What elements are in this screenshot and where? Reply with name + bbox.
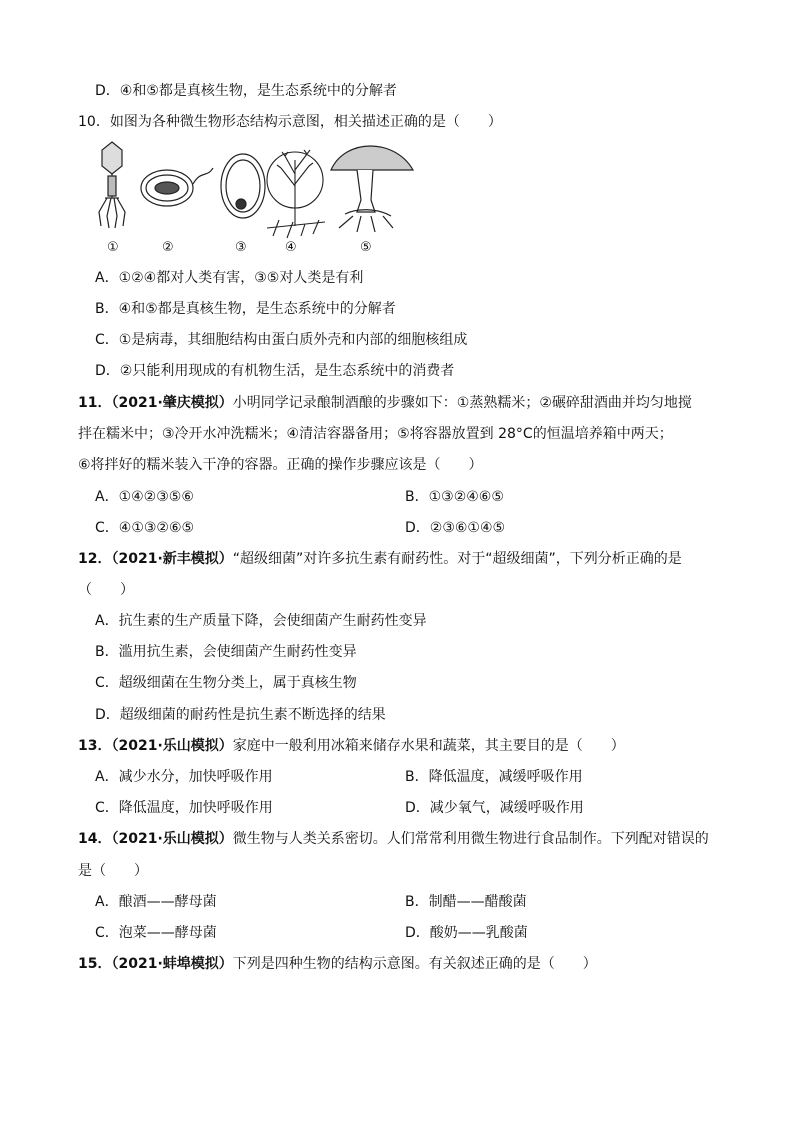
q14-option-b: B．制醋——醋酸菌: [405, 894, 527, 910]
figure-label-3: ③: [235, 240, 247, 255]
q13-option-d: D．减少氧气，减缓呼吸作用: [405, 800, 584, 816]
q10-option-c: C．①是病毒，其细胞结构由蛋白质外壳和内部的细胞核组成: [95, 332, 468, 348]
q12-option-a: A．抗生素的生产质量下降，会使细菌产生耐药性变异: [95, 613, 427, 629]
q12-option-c: C．超级细菌在生物分类上，属于真核生物: [95, 675, 357, 691]
q10-option-a: A．①②④都对人类有害，③⑤对人类是有利: [95, 270, 364, 286]
q12-text-1: “超级细菌”对许多抗生素有耐药性。对于“超级细菌”，下列分析正确的是: [232, 551, 682, 567]
q13-option-c: C．降低温度，加快呼吸作用: [95, 800, 273, 816]
q14-option-a: A．酿酒——酵母菌: [95, 894, 217, 910]
q12-text-2: （ ）: [78, 582, 134, 598]
mushroom-drawing: [331, 146, 413, 232]
figure-label-1: ①: [107, 240, 119, 255]
q11-option-c: C．④①③②⑥⑤: [95, 520, 195, 536]
q11-text-3: ⑥将拌好的糯米装入干净的容器。正确的操作步骤应该是（ ）: [78, 457, 483, 473]
q11-text-2: 拌在糯米中；③冷开水冲洗糯米；④清洁容器备用；⑤将容器放置到 28°C的恒温培养箱中两天；: [78, 426, 673, 442]
q11-stem: [78, 393, 692, 413]
yeast-drawing: [221, 154, 265, 218]
q12-source: 12．（2021·新丰模拟）: [78, 551, 233, 567]
microorganism-figure: [95, 140, 415, 260]
q9-option-d: D．④和⑤都是真核生物，是生态系统中的分解者: [95, 83, 397, 99]
q15-stem: [78, 954, 597, 974]
bacteriophage-drawing: [99, 142, 125, 228]
q11-source: 11．（2021·肇庆模拟）: [78, 395, 233, 411]
q13-option-b: B．降低温度，减缓呼吸作用: [405, 769, 583, 785]
mold-drawing: [267, 150, 325, 238]
q14-text-2: 是（ ）: [78, 863, 148, 879]
q11-option-b: B．①③②④⑥⑤: [405, 489, 504, 505]
q13-text-1: 家庭中一般利用冰箱来储存水果和蔬菜，其主要目的是（ ）: [232, 738, 625, 754]
q12-stem: [78, 549, 682, 569]
q14-source: 14．（2021·乐山模拟）: [78, 831, 233, 847]
q15-source: 15．（2021·蚌埠模拟）: [78, 956, 233, 972]
q14-option-d: D．酸奶——乳酸菌: [405, 925, 528, 941]
q11-option-a: A．①④②③⑤⑥: [95, 489, 194, 505]
q13-source: 13．（2021·乐山模拟）: [78, 738, 233, 754]
q11-text-1: 小明同学记录酿制酒酿的步骤如下：①蒸熟糯米；②碾碎甜酒曲并均匀地搅: [232, 395, 692, 411]
q14-stem: [78, 829, 709, 849]
q14-option-c: C．泡菜——酵母菌: [95, 925, 217, 941]
q10-option-d: D．②只能利用现成的有机物生活，是生态系统中的消费者: [95, 363, 455, 379]
q10-option-b: B．④和⑤都是真核生物，是生态系统中的分解者: [95, 301, 396, 317]
q12-option-b: B．滥用抗生素，会使细菌产生耐药性变异: [95, 644, 357, 660]
q10-stem: 10．如图为各种微生物形态结构示意图，相关描述正确的是（ ）: [78, 114, 502, 130]
q11-option-d: D．②③⑥①④⑤: [405, 520, 506, 536]
q12-option-d: D．超级细菌的耐药性是抗生素不断选择的结果: [95, 707, 386, 723]
q14-text-1: 微生物与人类关系密切。人们常常利用微生物进行食品制作。下列配对错误的: [232, 831, 709, 847]
q15-text-1: 下列是四种生物的结构示意图。有关叙述正确的是（ ）: [232, 956, 597, 972]
q13-stem: [78, 736, 625, 756]
bacterium-drawing: [141, 168, 213, 206]
figure-label-4: ④: [285, 240, 297, 255]
figure-label-2: ②: [162, 240, 174, 255]
q13-option-a: A．减少水分，加快呼吸作用: [95, 769, 273, 785]
figure-label-5: ⑤: [360, 240, 372, 255]
